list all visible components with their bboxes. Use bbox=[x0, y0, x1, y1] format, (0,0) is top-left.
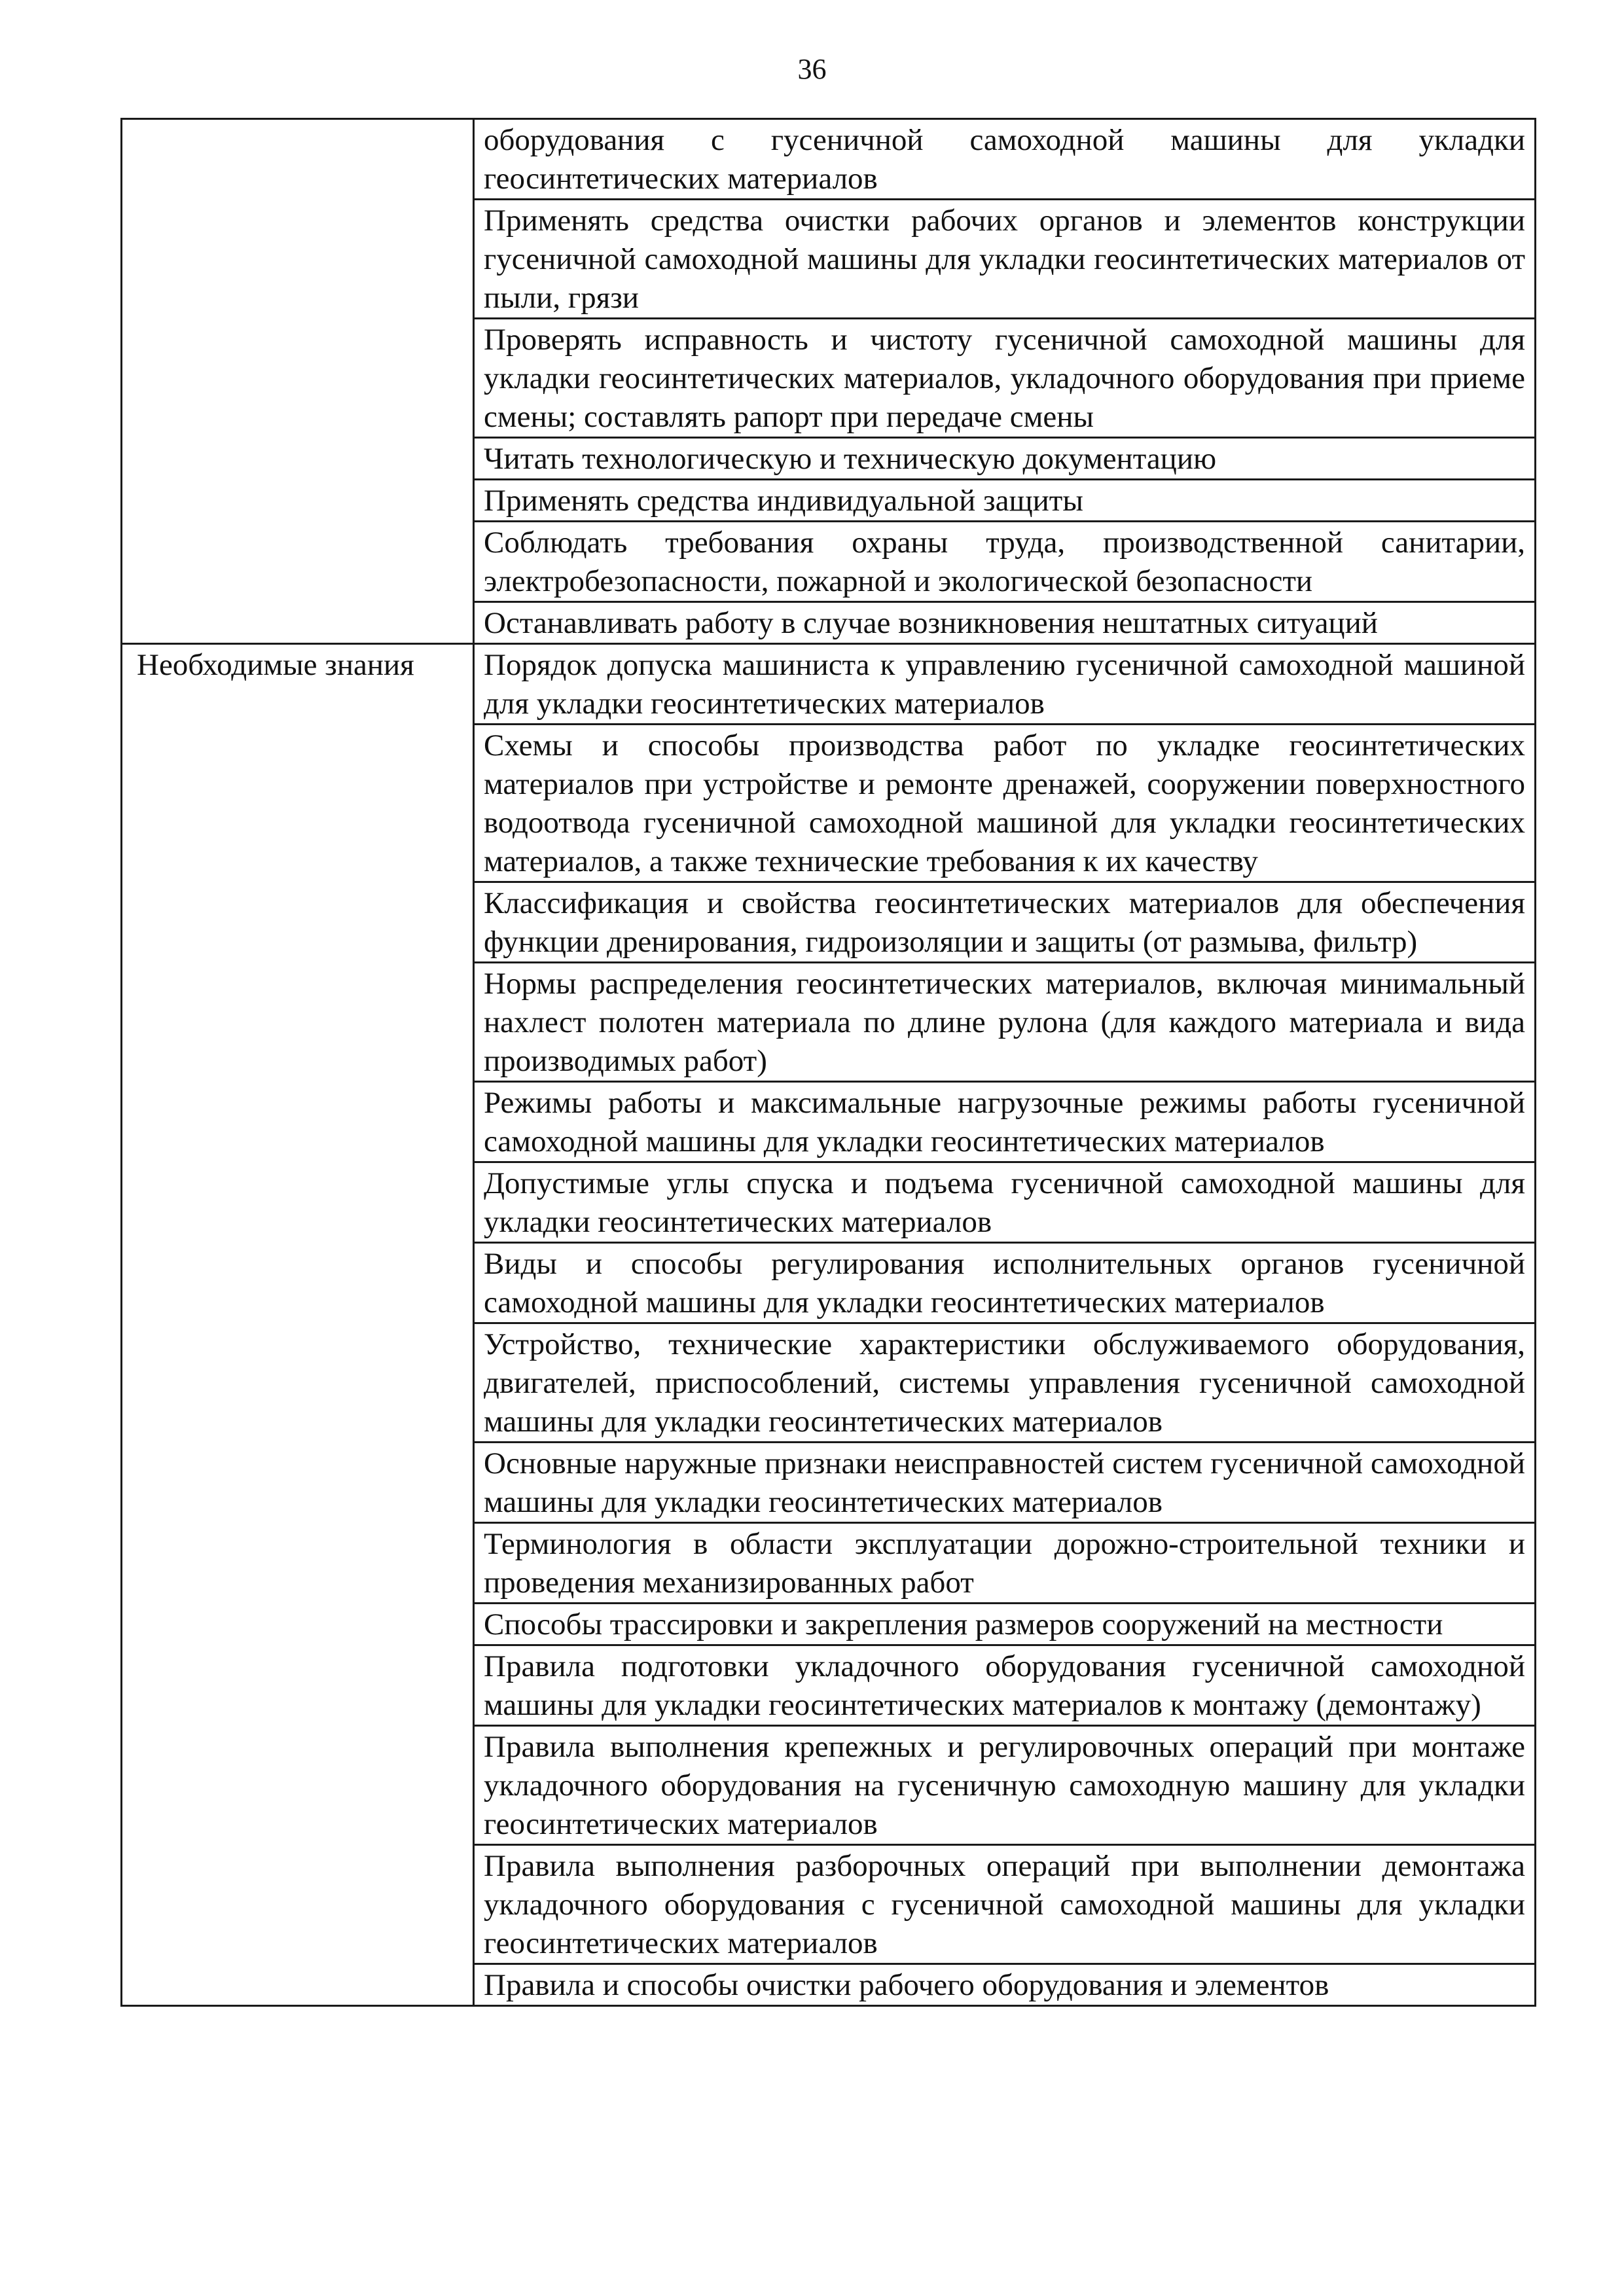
competency-table bbox=[120, 118, 1536, 2007]
knowledge-item: Допустимые углы спуска и подъема гусеничной самоходной машины для укладки геосинтетических материалов bbox=[474, 1162, 1536, 1243]
knowledge-item: Правила выполнения разборочных операций при выполнении демонтажа укладочного оборудования с гусеничной самоходной машины для укладки геосинтетических материалов bbox=[474, 1845, 1536, 1964]
knowledge-item: Правила выполнения крепежных и регулировочных операций при монтаже укладочного оборудования на гусеничную самоходную машину для укладки геосинтетических материалов bbox=[474, 1726, 1536, 1845]
skill-item: Читать технологическую и техническую документацию bbox=[474, 438, 1536, 480]
knowledge-item: Нормы распределения геосинтетических материалов, включая минимальный нахлест полотен материала по длине рулона (для каждого материала и вида производимых работ) bbox=[474, 963, 1536, 1082]
knowledge-item: Терминология в области эксплуатации дорожно-строительной техники и проведения механизированных работ bbox=[474, 1523, 1536, 1604]
page-number: 36 bbox=[797, 53, 827, 85]
knowledge-item: Основные наружные признаки неисправностей систем гусеничной самоходной машины для укладки геосинтетических материалов bbox=[474, 1443, 1536, 1523]
knowledge-item: Правила и способы очистки рабочего оборудования и элементов bbox=[474, 1964, 1536, 2006]
skill-item: Проверять исправность и чистоту гусеничной самоходной машины для укладки геосинтетических материалов, укладочного оборудования при приеме смены; составлять рапорт при передаче смены bbox=[474, 319, 1536, 438]
knowledge-item: Режимы работы и максимальные нагрузочные режимы работы гусеничной самоходной машины для укладки геосинтетических материалов bbox=[474, 1082, 1536, 1162]
skill-item: оборудования с гусеничной самоходной машины для укладки геосинтетических материалов bbox=[474, 119, 1536, 200]
knowledge-item: Виды и способы регулирования исполнительных органов гусеничной самоходной машины для укладки геосинтетических материалов bbox=[474, 1243, 1536, 1323]
skills-label-cell bbox=[122, 119, 474, 644]
knowledge-item: Схемы и способы производства работ по укладке геосинтетических материалов при устройстве и ремонте дренажей, сооружении поверхностного водоотвода гусеничной самоходной машиной для укладки геосинтетических материалов, а также технические требования к их качеству bbox=[474, 725, 1536, 882]
knowledge-label: Необходимые знания bbox=[122, 644, 474, 2006]
skill-item: Останавливать работу в случае возникновения нештатных ситуаций bbox=[474, 602, 1536, 644]
knowledge-item: Способы трассировки и закрепления размеров сооружений на местности bbox=[474, 1604, 1536, 1645]
table-row bbox=[122, 119, 1536, 200]
knowledge-item: Правила подготовки укладочного оборудования гусеничной самоходной машины для укладки геосинтетических материалов к монтажу (демонтажу) bbox=[474, 1645, 1536, 1726]
table-row bbox=[122, 644, 1536, 725]
skill-item: Применять средства индивидуальной защиты bbox=[474, 480, 1536, 522]
knowledge-item: Порядок допуска машиниста к управлению гусеничной самоходной машиной для укладки геосинтетических материалов bbox=[474, 644, 1536, 725]
knowledge-item: Устройство, технические характеристики обслуживаемого оборудования, двигателей, приспособлений, системы управления гусеничной самоходной машины для укладки геосинтетических материалов bbox=[474, 1323, 1536, 1443]
knowledge-item: Классификация и свойства геосинтетических материалов для обеспечения функции дренирования, гидроизоляции и защиты (от размыва, фильтр) bbox=[474, 882, 1536, 963]
skill-item: Соблюдать требования охраны труда, производственной санитарии, электробезопасности, пожарной и экологической безопасности bbox=[474, 522, 1536, 602]
skill-item: Применять средства очистки рабочих органов и элементов конструкции гусеничной самоходной машины для укладки геосинтетических материалов от пыли, грязи bbox=[474, 200, 1536, 319]
